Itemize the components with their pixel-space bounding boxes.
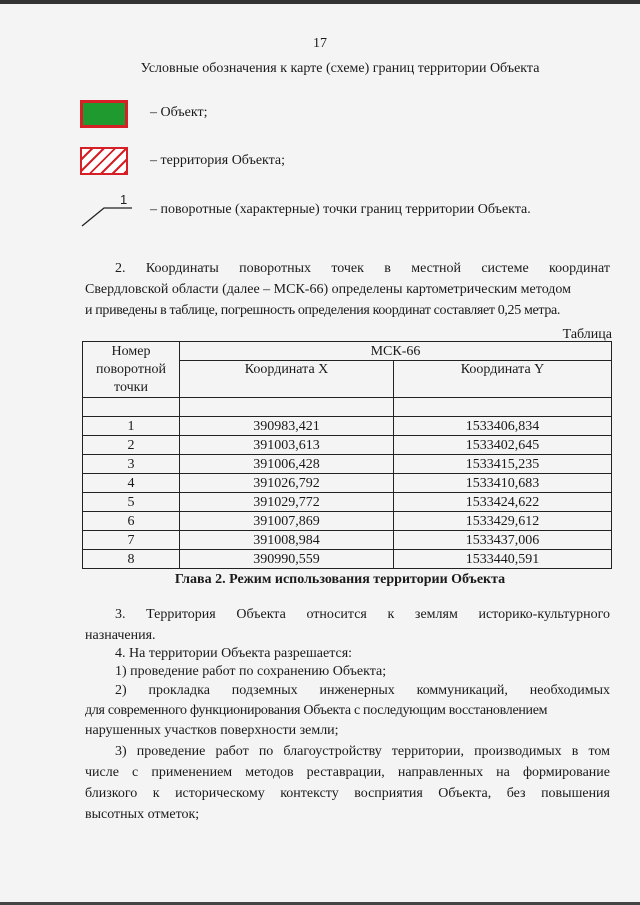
list-item-3-line-4: высотных отметок; (85, 807, 200, 822)
cell-y: 1533402,645 (394, 436, 612, 455)
legend-object-label: – Объект; (150, 105, 208, 120)
territory-hatch-icon (80, 147, 128, 175)
cell-y: 1533429,612 (394, 512, 612, 531)
list-item-2-line-1: 2) прокладка подземных инженерных коммуникаций, необходимых (115, 683, 610, 698)
turning-point-icon (80, 190, 140, 230)
cell-number: 2 (83, 436, 180, 455)
list-item-1: 1) проведение работ по сохранению Объекта; (115, 664, 387, 679)
column-header-system: МСК-66 (180, 342, 612, 361)
chapter-title: Глава 2. Режим использования территории Объекта (174, 572, 506, 587)
cell-x: 391008,984 (180, 531, 394, 550)
cell-x: 391026,792 (180, 474, 394, 493)
paragraph-2-line-1: 2. Координаты поворотных точек в местной системе координат (115, 261, 610, 276)
table-row (83, 493, 612, 512)
paragraph-2-line-2: Свердловской области (далее – МСК-66) определены картометрическим методом (85, 282, 572, 297)
table-row (83, 417, 612, 436)
table-header-separator (83, 398, 612, 417)
legend-points-label: – поворотные (характерные) точки границ территории Объекта. (150, 202, 531, 217)
cell-number: 7 (83, 531, 180, 550)
object-swatch-icon (80, 100, 128, 128)
table-caption: Таблица (562, 327, 612, 342)
column-header-y: Координата Y (394, 361, 612, 398)
cell-x: 390983,421 (180, 417, 394, 436)
legend-item-object (80, 100, 640, 136)
cell-number: 6 (83, 512, 180, 531)
page-number: 17 (313, 36, 327, 51)
paragraph-2-line-3: и приведены в таблице, погрешность определения координат составляет 0,25 метра. (85, 303, 560, 318)
cell-x: 391029,772 (180, 493, 394, 512)
cell-y: 1533424,622 (394, 493, 612, 512)
list-item-3-line-3: близкого к историческому контексту восприятия Объекта, без повышения (85, 786, 610, 801)
list-item-2-line-3: нарушенных участков поверхности земли; (85, 723, 339, 738)
legend-item-points (80, 190, 640, 226)
cell-y: 1533437,006 (394, 531, 612, 550)
cell-y: 1533440,591 (394, 550, 612, 569)
table-row (83, 531, 612, 550)
table-row (83, 436, 612, 455)
cell-x: 391007,869 (180, 512, 394, 531)
cell-number: 1 (83, 417, 180, 436)
cell-number: 5 (83, 493, 180, 512)
table-row (83, 474, 612, 493)
paragraph-4: 4. На территории Объекта разрешается: (115, 646, 353, 661)
table-row (83, 550, 612, 569)
cell-y: 1533406,834 (394, 417, 612, 436)
cell-number: 3 (83, 455, 180, 474)
legend-territory-label: – территория Объекта; (150, 153, 286, 168)
column-header-number (83, 342, 180, 398)
table-row (83, 512, 612, 531)
list-item-2-line-2: для современного функционирования Объекта с последующим восстановлением (85, 703, 548, 718)
legend-item-territory (80, 147, 640, 183)
cell-number: 4 (83, 474, 180, 493)
column-header-number-line-1: Номер (111, 343, 151, 359)
cell-x: 390990,559 (180, 550, 394, 569)
column-header-number-line-2: поворотной (96, 361, 166, 377)
paragraph-3-line-2: назначения. (85, 628, 156, 643)
list-item-3-line-2: числе с применением методов реставрации, направленных на формирование (85, 765, 610, 780)
turning-point-marker: 1 (120, 192, 128, 207)
cell-number: 8 (83, 550, 180, 569)
cell-y: 1533410,683 (394, 474, 612, 493)
cell-x: 391003,613 (180, 436, 394, 455)
cell-y: 1533415,235 (394, 455, 612, 474)
paragraph-3-line-1: 3. Территория Объекта относится к землям историко-культурного (115, 607, 610, 622)
table-row (83, 455, 612, 474)
list-item-3-line-1: 3) проведение работ по благоустройству территории, производимых в том (115, 744, 610, 759)
legend-title: Условные обозначения к карте (схеме) границ территории Объекта (140, 61, 540, 76)
cell-x: 391006,428 (180, 455, 394, 474)
column-header-number-line-3: точки (114, 379, 148, 395)
coordinates-table (82, 341, 612, 569)
column-header-x: Координата X (180, 361, 394, 398)
